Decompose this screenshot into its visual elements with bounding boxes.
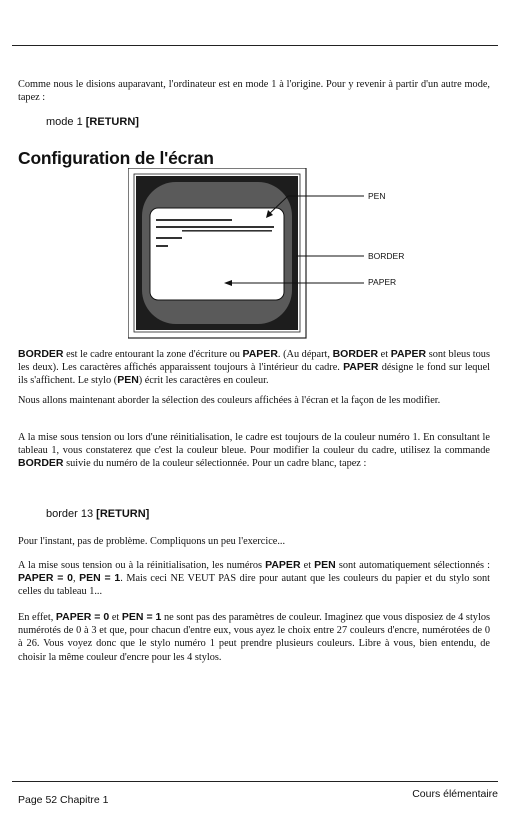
bottom-rule: [12, 781, 498, 782]
text-span: En effet,: [18, 612, 56, 623]
text-span: ) écrit les caractères en couleur.: [138, 375, 269, 387]
text-span: suivie du numéro de la couleur sélectionnée. Pour un cadre blanc, tapez :: [63, 458, 367, 470]
text-span: ne sont pas des paramètres de couleur. Imaginez que vous disposiez de 4 stylos numérotés de 0 à 3 et que, pour chacun d'entre eux, vous ayez le choix entre 27 couleurs d'encre, numérotées de 0 à 26. Vous voyez donc que le stylo numéro 1 peut prendre plusieurs couleurs. Libre à vous, bien entendu, de choisir la même couleur d'encre pour les 4 stylos.: [18, 612, 490, 663]
command-mode-text: mode 1: [46, 116, 83, 128]
text-span: sont automatiquement sélectionnés :: [335, 560, 490, 571]
reset-paragraph: [18, 431, 490, 471]
term-border: BORDER: [18, 348, 64, 360]
term-pen-one: PEN = 1: [121, 611, 162, 623]
term-paper-zero: PAPER = 0: [55, 611, 110, 623]
term-paper: PAPER: [390, 348, 427, 360]
pen-label: PEN: [368, 191, 386, 201]
term-border: BORDER: [332, 348, 379, 360]
term-paper: PAPER: [343, 361, 379, 374]
term-pen-one: PEN = 1: [79, 572, 121, 585]
text-span: . (Au départ,: [277, 349, 333, 360]
screen-figure: [128, 168, 438, 343]
screen-text-line: [156, 237, 182, 239]
border-paragraph: [18, 348, 490, 388]
footer-course-label: Cours élémentaire: [412, 788, 498, 800]
footer-page-label: Page 52 Chapitre 1: [18, 794, 109, 806]
top-rule: [12, 45, 498, 46]
section-heading: Configuration de l'écran: [18, 148, 214, 168]
command-mode-line: [46, 116, 139, 128]
text-span: est le cadre entourant la zone d'écriture ou: [63, 349, 243, 360]
text-span: . Mais ceci NE VEUT PAS dire pour autant que les couleurs du papier et du stylo sont celles du tableau 1...: [18, 573, 491, 598]
text-span: A la mise sous tension ou à la réinitialisation, les numéros: [18, 560, 266, 571]
term-paper: PAPER: [242, 348, 278, 360]
command-border-text: border 13: [46, 508, 94, 520]
screen-text-line: [156, 219, 232, 221]
effect-paragraph: [18, 611, 490, 664]
screen-text-line: [156, 245, 168, 247]
term-pen: PEN: [117, 374, 139, 387]
text-span: désigne le fond sur lequel ils s'affichent. Le stylo (: [18, 362, 491, 387]
text-span: sont bleus tous les deux). Les caractères affichés apparaissent toujours à l'intérieur du cadre.: [18, 349, 490, 374]
text-span: ,: [73, 573, 80, 585]
command-mode-key: [RETURN]: [85, 116, 139, 128]
term-border: BORDER: [18, 457, 64, 470]
border-label: BORDER: [368, 251, 405, 261]
paper-area: [150, 208, 284, 300]
term-pen: PEN: [314, 559, 336, 571]
command-border-key: [RETURN]: [96, 508, 150, 520]
paper-pen-paragraph: [18, 559, 490, 599]
text-span: et: [378, 349, 391, 360]
screen-text-line: [182, 230, 272, 232]
instant-paragraph: Pour l'instant, pas de problème. Compliquons un peu l'exercice...: [18, 536, 286, 547]
intro-paragraph: Comme nous le disions auparavant, l'ordinateur est en mode 1 à l'origine. Pour y revenir à partir d'un autre mode, tapez :: [18, 79, 490, 104]
term-paper-zero: PAPER = 0: [18, 572, 74, 585]
screen-text-line: [156, 226, 274, 228]
text-span: et: [300, 560, 315, 571]
text-span: A la mise sous tension ou lors d'une réinitialisation, le cadre est toujours de la couleur numéro 1. En consultant le tableau 1, vous constaterez que c'est la couleur bleue. Pour modifier la couleur du cadre, utilisez la commande: [18, 432, 490, 457]
command-border-line: [46, 508, 149, 520]
colors-paragraph: Nous allons maintenant aborder la sélection des couleurs affichées à l'écran et la façon de les modifier.: [18, 395, 441, 406]
term-paper: PAPER: [265, 559, 301, 571]
text-span: et: [109, 612, 122, 623]
paper-label: PAPER: [368, 277, 397, 287]
